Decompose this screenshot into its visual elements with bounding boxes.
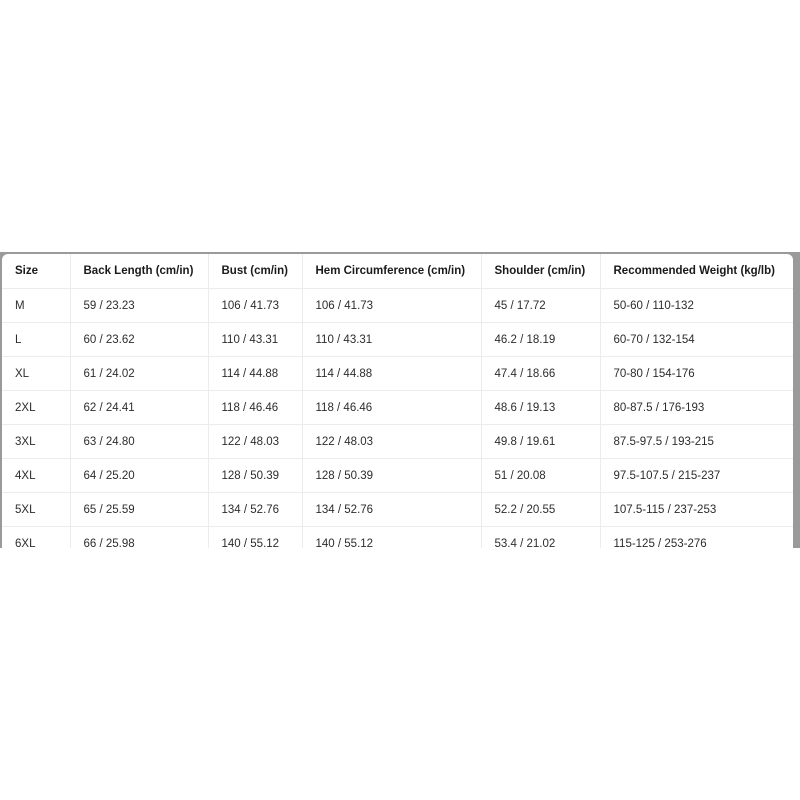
cell-bust: 118 / 46.46 [208,391,302,425]
table-row [2,391,793,425]
cell-size: 5XL [2,493,70,527]
header-cell-back-length: Back Length (cm/in) [70,254,208,289]
table-row [2,425,793,459]
header-cell-size: Size [2,254,70,289]
cell-size: XL [2,357,70,391]
cell-recommended-weight: 87.5-97.5 / 193-215 [600,425,793,459]
cell-size: M [2,289,70,323]
cell-size: 2XL [2,391,70,425]
cell-size: 3XL [2,425,70,459]
cell-recommended-weight: 80-87.5 / 176-193 [600,391,793,425]
cell-back-length: 62 / 24.41 [70,391,208,425]
cell-shoulder: 52.2 / 20.55 [481,493,600,527]
cell-hem-circumference: 118 / 46.46 [302,391,481,425]
cell-bust: 122 / 48.03 [208,425,302,459]
size-chart-table [2,254,793,548]
cell-size: 4XL [2,459,70,493]
cell-hem-circumference: 114 / 44.88 [302,357,481,391]
cell-recommended-weight: 70-80 / 154-176 [600,357,793,391]
cell-back-length: 60 / 23.62 [70,323,208,357]
header-cell-bust: Bust (cm/in) [208,254,302,289]
table-row [2,459,793,493]
cell-bust: 134 / 52.76 [208,493,302,527]
cell-shoulder: 49.8 / 19.61 [481,425,600,459]
cell-back-length: 66 / 25.98 [70,527,208,549]
header-row [2,254,793,289]
table-row [2,357,793,391]
table-row [2,323,793,357]
cell-hem-circumference: 140 / 55.12 [302,527,481,549]
size-chart-screenshot-frame [0,252,800,548]
cell-bust: 128 / 50.39 [208,459,302,493]
cell-hem-circumference: 128 / 50.39 [302,459,481,493]
cell-hem-circumference: 122 / 48.03 [302,425,481,459]
cell-recommended-weight: 115-125 / 253-276 [600,527,793,549]
cell-back-length: 65 / 25.59 [70,493,208,527]
cell-back-length: 59 / 23.23 [70,289,208,323]
cell-bust: 110 / 43.31 [208,323,302,357]
cell-bust: 140 / 55.12 [208,527,302,549]
cell-size: L [2,323,70,357]
header-cell-recommended-weight: Recommended Weight (kg/lb) [600,254,793,289]
size-chart-header [2,254,793,289]
header-cell-hem-circumference: Hem Circumference (cm/in) [302,254,481,289]
size-chart-card [2,254,793,548]
cell-recommended-weight: 50-60 / 110-132 [600,289,793,323]
cell-hem-circumference: 106 / 41.73 [302,289,481,323]
cell-bust: 106 / 41.73 [208,289,302,323]
cell-bust: 114 / 44.88 [208,357,302,391]
cell-hem-circumference: 134 / 52.76 [302,493,481,527]
cell-shoulder: 51 / 20.08 [481,459,600,493]
table-row [2,527,793,549]
cell-shoulder: 48.6 / 19.13 [481,391,600,425]
cell-back-length: 63 / 24.80 [70,425,208,459]
cell-shoulder: 45 / 17.72 [481,289,600,323]
cell-shoulder: 46.2 / 18.19 [481,323,600,357]
size-chart-body [2,289,793,549]
cell-recommended-weight: 97.5-107.5 / 215-237 [600,459,793,493]
cell-shoulder: 53.4 / 21.02 [481,527,600,549]
cell-shoulder: 47.4 / 18.66 [481,357,600,391]
cell-hem-circumference: 110 / 43.31 [302,323,481,357]
header-cell-shoulder: Shoulder (cm/in) [481,254,600,289]
table-row [2,289,793,323]
cell-recommended-weight: 107.5-115 / 237-253 [600,493,793,527]
table-row [2,493,793,527]
cell-back-length: 64 / 25.20 [70,459,208,493]
cell-size: 6XL [2,527,70,549]
cell-back-length: 61 / 24.02 [70,357,208,391]
cell-recommended-weight: 60-70 / 132-154 [600,323,793,357]
